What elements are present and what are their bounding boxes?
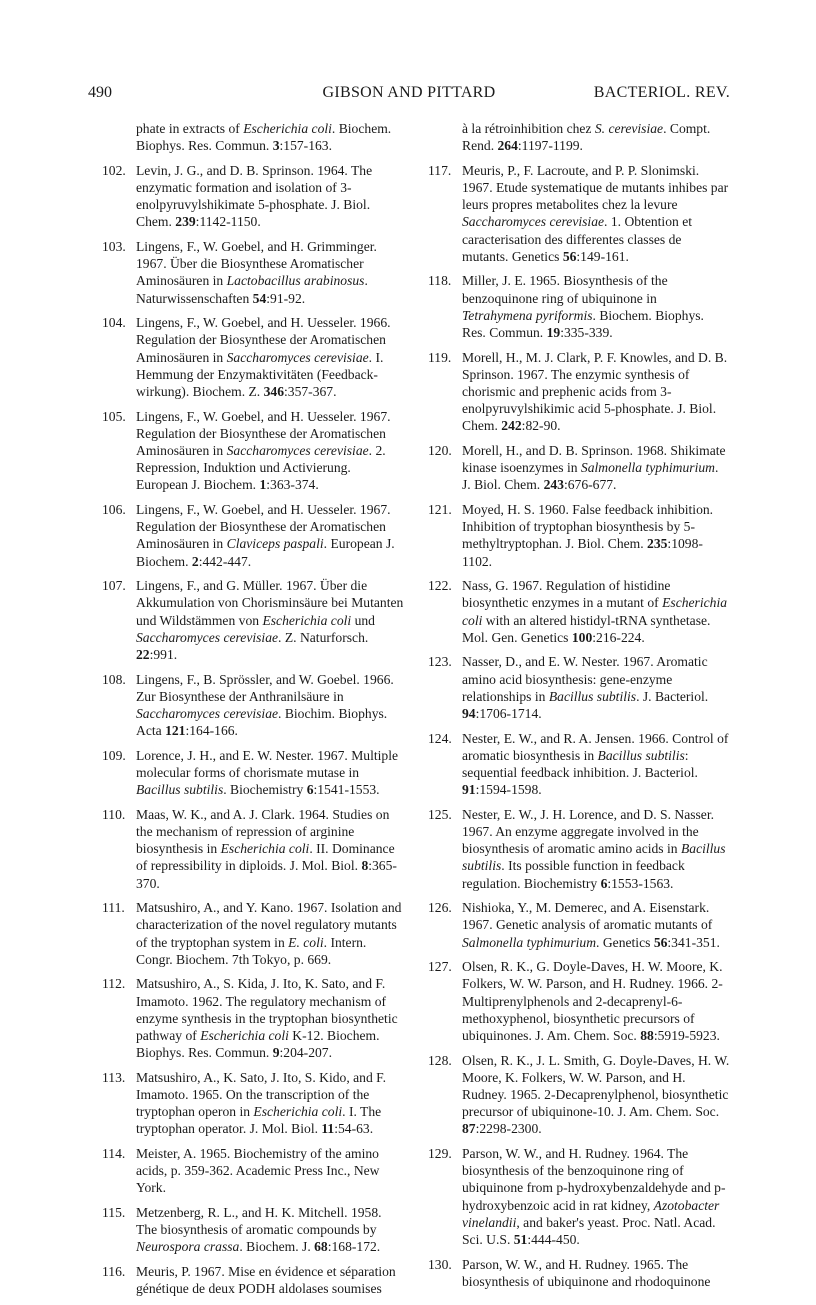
volume-number: 11 <box>321 1121 335 1137</box>
reference-continuation <box>414 120 730 154</box>
italic-text: Escherichia coli <box>200 1028 289 1044</box>
italic-text: Saccharomyces cerevisiae <box>136 706 279 722</box>
reference-text: :365-370. <box>136 858 397 891</box>
reference-number: 102. <box>102 162 126 178</box>
reference-text: Morell, H., and D. B. Sprinson. 1968. Shikimate kinase isoenzymes in <box>462 443 726 476</box>
italic-text: Azotobacter vinelandii <box>462 1197 720 1230</box>
reference-text: :1706-1714. <box>475 706 542 722</box>
italic-text: Bacillus subtilis <box>462 841 726 874</box>
reference-text: :1541-1553. <box>313 782 380 798</box>
italic-text: Bacillus subtilis <box>597 747 685 763</box>
volume-number: 56 <box>562 248 577 264</box>
reference-text: phate in extracts of <box>136 121 244 136</box>
reference-text: :444-450. <box>527 1232 580 1248</box>
running-title: GIBSON AND PITTARD <box>322 84 496 101</box>
volume-number: 54 <box>252 290 267 306</box>
reference-number: 124. <box>428 730 452 746</box>
reference-text: . Z. Naturforsch. <box>278 629 369 645</box>
reference-text: . Compt. Rend. <box>462 121 711 154</box>
reference-entry <box>88 238 404 307</box>
reference-text: Nester, E. W., J. H. Lorence, and D. S. Nasser. 1967. An enzyme aggregate involved in the biosynthesis of aromatic amino acids in <box>462 806 715 857</box>
reference-number: 119. <box>428 349 452 365</box>
reference-text: . Biochem. J. <box>239 1239 315 1255</box>
reference-text: . II. Dominance of repressibility in diploids. J. Mol. Biol. <box>136 841 395 874</box>
reference-text: Olsen, R. K., G. Doyle-Daves, H. W. Moore, K. Folkers, W. W. Parson, and H. Rudney. 1966. 2-Multiprenylphenols and 2-decaprenyl-6-methoxyphenol, biosynthetic precursors of ubiquinones. J. Am. Chem. Soc. <box>462 959 723 1044</box>
reference-text: :1594-1598. <box>475 782 542 798</box>
reference-number: 110. <box>102 806 126 822</box>
italic-text: Saccharomyces cerevisiae <box>136 629 279 645</box>
italic-text: Salmonella typhimurium <box>462 934 597 950</box>
reference-text: :1142-1150. <box>195 214 261 230</box>
reference-text: Lingens, F., B. Sprössler, and W. Goebel. 1966. Zur Biosynthese der Anthranilsäure in <box>136 671 394 704</box>
volume-number: 2 <box>191 553 199 569</box>
reference-entry <box>414 653 730 722</box>
reference-number: 121. <box>428 502 452 518</box>
reference-entry <box>414 899 730 951</box>
reference-number: 118. <box>428 273 452 289</box>
reference-number: 112. <box>102 976 126 992</box>
italic-text: Saccharomyces cerevisiae <box>226 349 369 365</box>
reference-text: Matsushiro, A., S. Kida, J. Ito, K. Sato, and F. Imamoto. 1962. The regulatory mechanism of enzyme synthesis in the tryptophan biosynthetic pathway of <box>136 976 398 1044</box>
reference-text: :5919-5923. <box>653 1028 720 1044</box>
reference-text: . 2. Repression, Induktion und Activierung. European J. Biochem. <box>136 443 386 493</box>
reference-text: Nester, E. W., and R. A. Jensen. 1966. Control of aromatic biosynthesis in <box>462 730 729 763</box>
reference-text: :1197-1199. <box>517 138 583 154</box>
italic-text: S. cerevisiae <box>594 121 664 136</box>
reference-text: :442-447. <box>198 553 252 569</box>
reference-text: Nishioka, Y., M. Demerec, and A. Eisenstark. 1967. Genetic analysis of aromatic mutants of <box>462 900 713 933</box>
reference-number: 109. <box>102 747 126 763</box>
reference-entry <box>88 1263 404 1297</box>
volume-number: 94 <box>462 706 476 722</box>
reference-text: Moyed, H. S. 1960. False feedback inhibition. Inhibition of tryptophan biosynthesis by 5-methyltryptophan. J. Biol. Chem. <box>462 502 714 552</box>
reference-text: Maas, W. K., and A. J. Clark. 1964. Studies on the mechanism of repression of arginine biosynthesis in <box>136 806 390 857</box>
reference-number: 114. <box>102 1146 126 1162</box>
reference-column-left <box>88 120 404 1305</box>
reference-text: Nass, G. 1967. Regulation of histidine biosynthetic enzymes in a mutant of <box>462 578 671 611</box>
reference-text: , and baker's yeast. Proc. Natl. Acad. Sci. U.S. <box>462 1214 716 1248</box>
reference-entry <box>414 730 730 799</box>
volume-number: 6 <box>306 782 314 798</box>
reference-text: . Intern. Congr. Biochem. 7th Tokyo, p. 669. <box>136 934 367 967</box>
reference-text: Matsushiro, A., and Y. Kano. 1967. Isolation and characterization of the novel regulatory mutants of the tryptophan system in <box>136 900 402 950</box>
reference-entry <box>88 577 404 663</box>
volume-number: 346 <box>263 384 284 400</box>
reference-text: K-12. Biochem. Biophys. Res. Commun. <box>136 1028 380 1061</box>
italic-text: Bacillus subtilis <box>548 688 637 704</box>
volume-number: 242 <box>501 418 522 434</box>
reference-column-right <box>414 120 730 1297</box>
volume-number: 1 <box>259 477 267 493</box>
reference-text: :82-90. <box>521 418 561 434</box>
reference-entry <box>414 272 730 341</box>
reference-entry <box>88 162 404 231</box>
reference-number: 116. <box>102 1264 126 1280</box>
italic-text: Tetrahymena pyriformis <box>462 307 593 323</box>
volume-number: 88 <box>640 1028 654 1044</box>
volume-number: 239 <box>175 214 196 230</box>
reference-text: :1553-1563. <box>607 875 674 891</box>
reference-number: 129. <box>428 1146 452 1162</box>
reference-text: Levin, J. G., and D. B. Sprinson. 1964. The enzymatic formation and isolation of 3-enolpyruvylshikimate 5-phosphate. J. Biol. Chem. <box>136 162 373 230</box>
reference-text: Nasser, D., and E. W. Nester. 1967. Aromatic amino acid biosynthesis: gene-enzyme relationships in <box>462 654 708 704</box>
reference-text: : sequential feedback inhibition. J. Bacteriol. <box>462 747 698 781</box>
reference-number: 127. <box>428 959 452 975</box>
reference-text: à la rétroinhibition chez <box>462 121 595 136</box>
volume-number: 8 <box>361 858 369 874</box>
volume-number: 6 <box>600 875 608 891</box>
reference-number: 111. <box>102 900 125 916</box>
reference-text: :357-367. <box>284 384 337 400</box>
reference-entry <box>414 162 730 265</box>
reference-entry <box>414 577 730 646</box>
reference-text: und <box>351 612 375 628</box>
reference-text: . Its possible function in feedback regulation. Biochemistry <box>462 858 685 891</box>
reference-text: :2298-2300. <box>475 1121 542 1137</box>
reference-entry <box>414 1256 730 1290</box>
reference-text: Meuris, P., F. Lacroute, and P. P. Slonimski. 1967. Etude systematique de mutants inhibes par leurs propres metabolites chez la levure <box>462 162 729 213</box>
reference-number: 125. <box>428 806 452 822</box>
volume-number: 19 <box>546 325 561 341</box>
reference-text: . Biochem. Biophys. Res. Commun. <box>462 307 704 341</box>
reference-number: 104. <box>102 315 126 331</box>
reference-text: Lingens, F., W. Goebel, and H. Uesseler. 1966. Regulation der Biosynthese der Aromatischen Aminosäuren in <box>136 315 391 365</box>
italic-text: Saccharomyces cerevisiae <box>226 443 369 459</box>
reference-text: Lingens, F., and G. Müller. 1967. Über die Akkumulation von Chorisminsäure bei Mutanten und Wildstämmen von <box>136 578 404 628</box>
reference-number: 108. <box>102 671 126 687</box>
italic-text: Claviceps paspali <box>226 536 324 552</box>
reference-text: . 1. Obtention et caracterisation des differentes classes de mutants. Genetics <box>462 214 693 264</box>
reference-text: . J. Biol. Chem. <box>462 460 719 493</box>
page-header <box>88 84 730 108</box>
reference-text: :164-166. <box>185 723 238 739</box>
reference-text: :363-374. <box>266 477 319 493</box>
reference-continuation <box>88 120 404 154</box>
reference-text: Lingens, F., W. Goebel, and H. Grimminger. 1967. Über die Biosynthese Aromatischer Aminosäuren in <box>136 239 377 289</box>
reference-text: :54-63. <box>334 1121 374 1137</box>
reference-number: 115. <box>102 1205 126 1221</box>
italic-text: Escherichia coli <box>262 612 352 628</box>
reference-entry <box>88 1145 404 1197</box>
reference-text: :157-163. <box>279 138 332 154</box>
volume-number: 56 <box>653 934 668 950</box>
italic-text: Saccharomyces cerevisiae <box>462 214 605 230</box>
reference-text: Lingens, F., W. Goebel, and H. Uesseler. 1967. Regulation der Biosynthese der Aromatischen Aminosäuren in <box>136 502 391 552</box>
reference-number: 106. <box>102 502 126 518</box>
reference-number: 117. <box>428 162 452 178</box>
reference-number: 103. <box>102 239 126 254</box>
reference-text: Parson, W. W., and H. Rudney. 1965. The biosynthesis of ubiquinone and rhodoquinone <box>462 1256 711 1289</box>
reference-text: :1098-1102. <box>462 536 703 569</box>
reference-entry <box>88 408 404 494</box>
italic-text: Escherichia coli <box>243 121 332 136</box>
italic-text: Salmonella typhimurium <box>580 460 715 476</box>
reference-text: :149-161. <box>576 248 629 264</box>
reference-text: . European J. Biochem. <box>136 536 395 569</box>
reference-entry <box>414 442 730 494</box>
reference-number: 107. <box>102 578 126 594</box>
journal-name: BACTERIOL. REV. <box>593 84 730 101</box>
reference-entry <box>414 1145 730 1248</box>
reference-text: Lingens, F., W. Goebel, and H. Uesseler. 1967. Regulation der Biosynthese der Aromatischen Aminosäuren in <box>136 408 391 459</box>
reference-text: :216-224. <box>592 629 645 645</box>
reference-number: 120. <box>428 443 452 459</box>
italic-text: Escherichia coli <box>462 595 728 628</box>
reference-text: with an altered histidyl-tRNA synthetase. Mol. Gen. Genetics <box>462 612 711 645</box>
reference-entry <box>414 1052 730 1138</box>
reference-text: . Biochemistry <box>223 782 307 798</box>
reference-entry <box>88 806 404 892</box>
reference-text: :168-172. <box>327 1239 381 1255</box>
italic-text: Escherichia coli <box>253 1104 343 1120</box>
reference-text: Morell, H., M. J. Clark, P. F. Knowles, and D. B. Sprinson. 1967. The enzymic synthesis of chorismic and prephenic acids from 3-enolpyruvylshikimic acid 5-phosphate. J. Biol. Chem. <box>462 349 728 434</box>
reference-text: :204-207. <box>279 1045 332 1061</box>
reference-text: :991. <box>149 647 178 663</box>
reference-entry <box>414 501 730 570</box>
volume-number: 91 <box>462 782 476 798</box>
reference-text: :341-351. <box>667 934 720 950</box>
reference-text: Metzenberg, R. L., and H. K. Mitchell. 1958. The biosynthesis of aromatic compounds by <box>136 1205 382 1238</box>
reference-entry <box>88 1069 404 1138</box>
reference-number: 105. <box>102 408 126 424</box>
reference-number: 130. <box>428 1256 452 1272</box>
reference-text: Matsushiro, A., K. Sato, J. Ito, S. Kido, and F. Imamoto. 1965. On the transcription of the tryptophan operon in <box>136 1069 387 1120</box>
reference-number: 123. <box>428 654 452 670</box>
volume-number: 9 <box>272 1045 280 1061</box>
reference-number: 128. <box>428 1052 452 1068</box>
reference-text: Meuris, P. 1967. Mise en évidence et séparation génétique de deux PODH aldolases soumises <box>136 1264 396 1297</box>
reference-entry <box>88 314 404 400</box>
reference-text: . Genetics <box>596 934 654 950</box>
volume-number: 121 <box>165 723 186 739</box>
reference-text: Lorence, J. H., and E. W. Nester. 1967. Multiple molecular forms of chorismate mutase in <box>136 747 399 781</box>
reference-number: 113. <box>102 1069 126 1085</box>
reference-entry <box>88 1204 404 1256</box>
reference-text: . I. Hemmung der Enzymaktivitäten (Feedback-wirkung). Biochem. Z. <box>136 349 384 400</box>
italic-text: Lactobacillus arabinosus <box>226 273 365 289</box>
reference-text: :335-339. <box>560 325 613 341</box>
reference-text: . J. Bacteriol. <box>636 688 709 704</box>
italic-text: Neurospora crassa <box>136 1239 240 1255</box>
reference-text: :91-92. <box>266 290 306 306</box>
reference-entry <box>414 806 730 892</box>
reference-text: Miller, J. E. 1965. Biosynthesis of the benzoquinone ring of ubiquinone in <box>462 273 668 306</box>
volume-number: 243 <box>543 477 564 493</box>
volume-number: 235 <box>647 536 668 552</box>
reference-text: . I. The tryptophan operator. J. Mol. Biol. <box>136 1104 382 1137</box>
volume-number: 100 <box>571 629 593 645</box>
italic-text: Escherichia coli <box>220 841 310 857</box>
reference-text: Meister, A. 1965. Biochemistry of the amino acids, p. 359-362. Academic Press Inc., New York. <box>136 1146 380 1196</box>
italic-text: Bacillus subtilis <box>136 782 224 798</box>
reference-entry <box>414 349 730 435</box>
reference-entry <box>414 958 730 1044</box>
page-number: 490 <box>88 84 112 101</box>
reference-entry <box>88 975 404 1061</box>
reference-number: 126. <box>428 900 452 916</box>
reference-text: . Biochim. Biophys. Acta <box>136 706 388 739</box>
volume-number: 3 <box>272 138 280 154</box>
reference-text: Olsen, R. K., J. L. Smith, G. Doyle-Daves, H. W. Moore, K. Folkers, W. W. Parson, and H. Rudney. 1965. 2-Decaprenylphenol, biosynthetic precursor of ubiquinone-10. J. Am. Chem. Soc. <box>462 1052 730 1120</box>
reference-text: :676-677. <box>563 477 617 493</box>
italic-text: E. coli <box>288 934 324 950</box>
volume-number: 87 <box>462 1121 476 1137</box>
volume-number: 264 <box>497 138 518 154</box>
volume-number: 22 <box>136 647 150 663</box>
reference-entry <box>88 671 404 740</box>
volume-number: 68 <box>314 1239 328 1255</box>
reference-entry <box>88 501 404 570</box>
reference-number: 122. <box>428 578 452 594</box>
reference-entry <box>88 747 404 799</box>
reference-text: Parson, W. W., and H. Rudney. 1964. The biosynthesis of the benzoquinone ring of ubiquinone from p-hydroxybenzaldehyde and p-hydroxybenzoic acid in rat kidney, <box>462 1146 726 1213</box>
reference-entry <box>88 899 404 968</box>
volume-number: 51 <box>513 1232 528 1248</box>
reference-text: . Naturwissenschaften <box>136 273 368 306</box>
reference-text: . Biochem. Biophys. Res. Commun. <box>136 121 392 154</box>
